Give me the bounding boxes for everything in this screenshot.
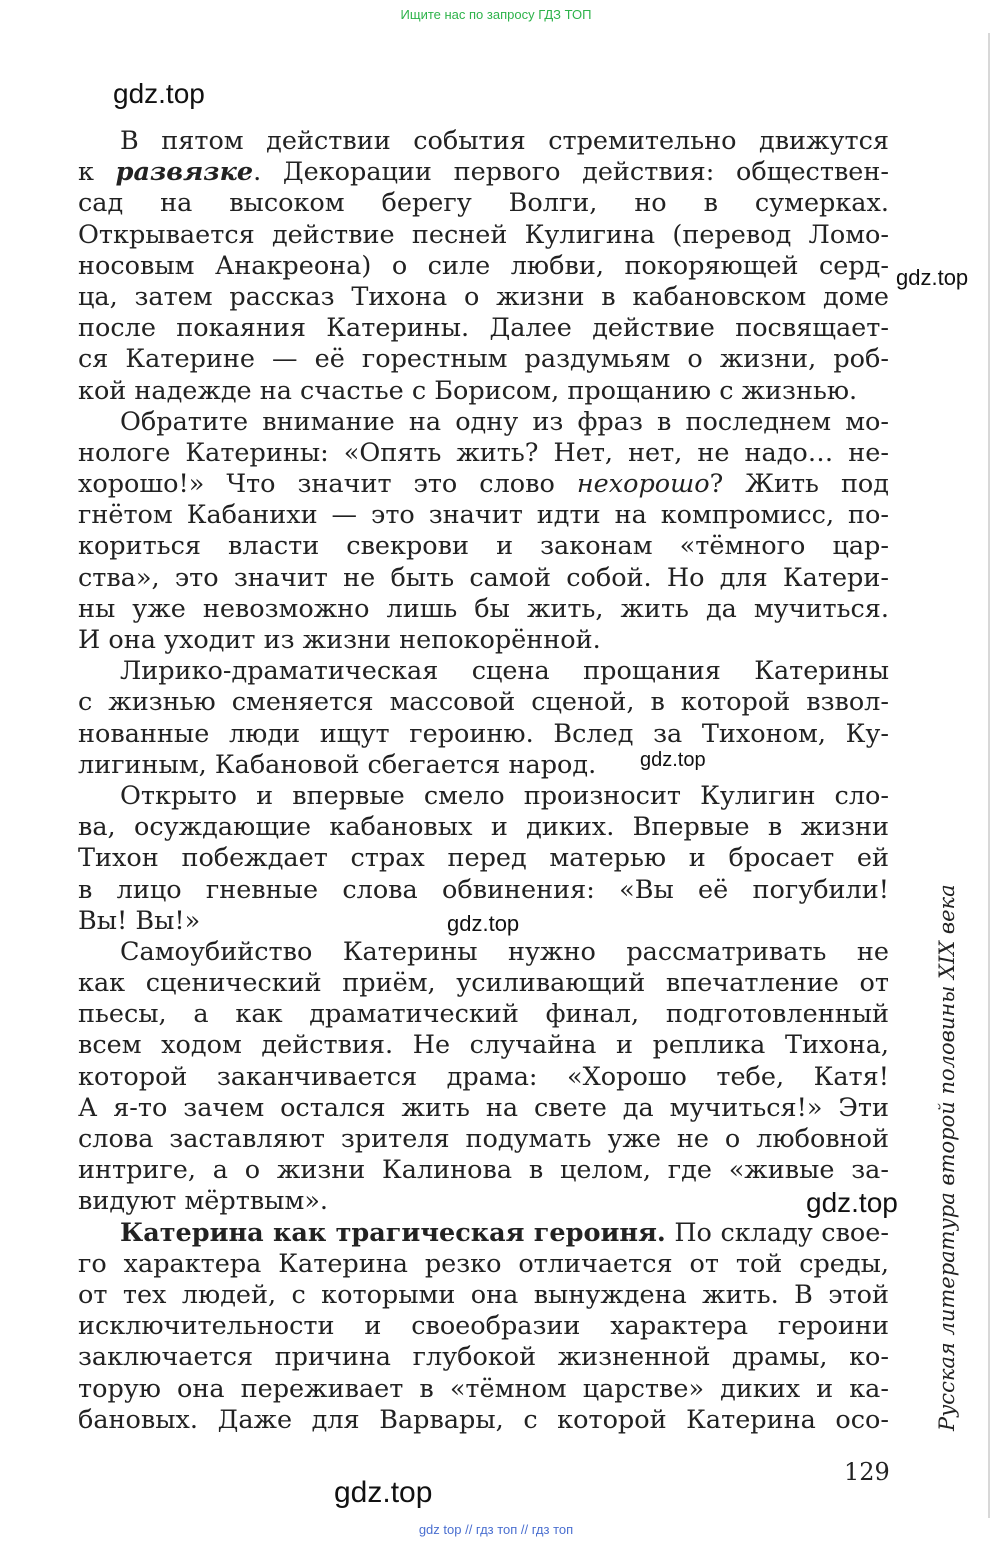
text-line: пьесы, а как драматический финал, подготовленный [78, 999, 889, 1030]
watermark: gdz.top [896, 265, 969, 290]
watermark: gdz.top [640, 749, 706, 771]
page-number: 129 [844, 1458, 890, 1486]
text-line: ца, затем рассказ Тихона о жизни в кабановском доме [78, 281, 889, 312]
book-page [0, 33, 990, 1518]
text-line: ства», это значит не быть самой собой. Но для Катери- [78, 562, 889, 593]
text-line: А я-то зачем остался жить на свете да мучиться!» Эти [78, 1092, 889, 1123]
section-heading: Катерина как трагическая героиня. [120, 1217, 666, 1248]
text-line: В пятом действии события стремительно движутся [120, 126, 889, 156]
text-line: к развязке. Декорации первого действия: обществен- [78, 157, 889, 188]
text-line: сад на высоком берегу Волги, но в сумерках. [78, 188, 889, 219]
text-line: бановых. Даже для Варвары, с которой Катерина осо- [78, 1404, 889, 1435]
watermark: gdz.top [334, 1476, 433, 1509]
text-line: с жизнью сменяется массовой сценой, в которой взвол- [78, 687, 889, 718]
text-line: от тех людей, с которыми она вынуждена жить. В этой [78, 1279, 889, 1310]
text-line: Самоубийство Катерины нужно рассматривать не [120, 936, 889, 967]
side-running-title: Русская литература второй половины XIX века [935, 884, 959, 1431]
term-nekhorosho: нехорошо [576, 469, 710, 500]
body-text [78, 126, 889, 1436]
text-line: видуют мёртвым». [78, 1186, 329, 1217]
text-line: носовым Анакреона) о силе любви, покоряющей серд- [78, 250, 889, 281]
footer-links[interactable]: gdz top // гдз топ // гдз топ [418, 1522, 574, 1537]
term-razvyazke: развязке [115, 157, 254, 188]
watermark: gdz.top [447, 911, 520, 936]
text-line: исключительности и своеобразии характера героини [78, 1311, 889, 1342]
text-line: Катерина как трагическая героиня. По складу свое- [120, 1217, 889, 1248]
text-line: Открывается действие песней Кулигина (перевод Ломо- [78, 219, 889, 250]
text-line: слова заставляют зрителя подумать уже не о любовной [78, 1124, 889, 1154]
text-line: И она уходит из жизни непокорённой. [78, 625, 601, 655]
text-line: заключается причина глубокой жизненной драмы, ко- [78, 1342, 889, 1373]
text-line: торую она переживает в «тёмном царстве» диких и ка- [78, 1373, 889, 1404]
text-line: в лицо гневные слова обвинения: «Вы её погубили! [78, 874, 889, 905]
text-line: Открыто и впервые смело произносит Кулигин сло- [120, 780, 889, 811]
text-line: ны уже невозможно лишь бы жить, жить да мучиться. [78, 593, 889, 624]
top-banner[interactable]: Ищите нас по запросу ГДЗ ТОП [400, 7, 592, 22]
text-line: ся Катерине — её горестным раздумьям о жизни, роб- [78, 344, 889, 375]
text-line: го характера Катерина резко отличается от той среды, [78, 1248, 889, 1279]
text-line: интриге, а о жизни Калинова в целом, где «живые за- [78, 1155, 889, 1186]
text-line: хорошо!» Что значит это слово нехорошо? Жить под [78, 469, 889, 500]
text-line: гнётом Кабанихи — это значит идти на компромисс, по- [78, 500, 889, 531]
text-line: кориться власти свекрови и законам «тёмного цар- [78, 531, 889, 562]
text-line: нованные люди ищут героиню. Вслед за Тихоном, Ку- [78, 718, 889, 749]
text-line: всем ходом действия. Не случайна и реплика Тихона, [78, 1030, 889, 1061]
text-line: после покаяния Катерины. Далее действие посвящает- [78, 313, 889, 344]
text-line: Обратите внимание на одну из фраз в последнем мо- [120, 406, 889, 437]
text-line: ва, осуждающие кабановых и диких. Впервые в жизни [78, 812, 889, 843]
watermark: gdz.top [113, 78, 205, 109]
text-line: лигиным, Кабановой сбегается народ. [78, 749, 597, 780]
text-line: как сценический приём, усиливающий впечатление от [78, 968, 889, 999]
text-line: нологе Катерины: «Опять жить? Нет, нет, не надо… не- [78, 437, 889, 468]
text-line: Тихон побеждает страх перед матерью и бросает ей [78, 843, 889, 874]
text-line: Лирико-драматическая сцена прощания Катерины [120, 656, 889, 687]
watermark: gdz.top [806, 1187, 898, 1218]
text-line: которой заканчивается драма: «Хорошо тебе, Катя! [78, 1061, 889, 1092]
text-line: кой надежде на счастье с Борисом, прощанию с жизнью. [78, 375, 858, 406]
text-line: Вы! Вы!» [78, 905, 201, 936]
